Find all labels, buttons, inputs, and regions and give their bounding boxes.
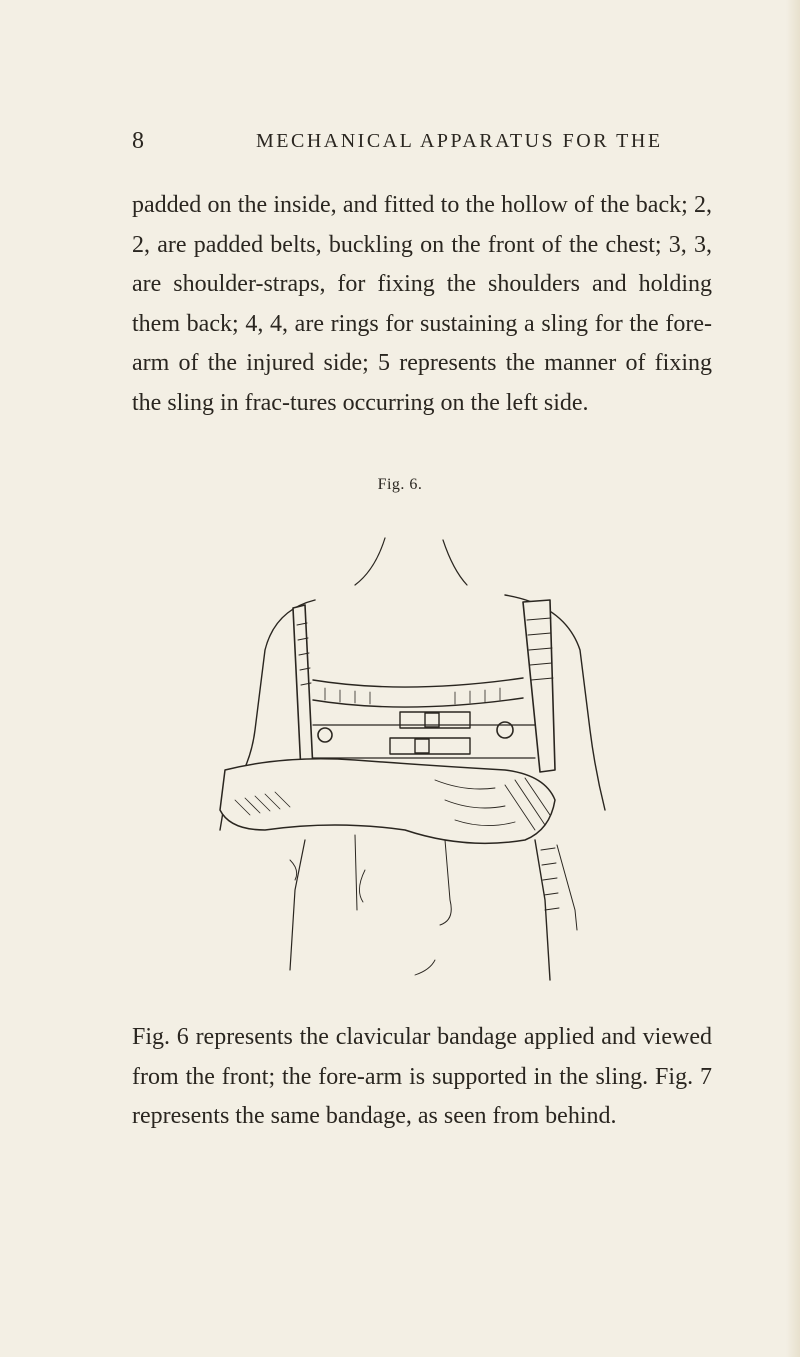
figure-caption: Fig. 6. (377, 476, 423, 493)
figure-illustration (205, 530, 625, 990)
body-paragraph-top: padded on the inside, and fitted to the hollow of the back; 2, 2, are padded belts, buckling on the front of the chest; 3, 3, are shoulder-straps, for fixing the shoulders and holding them back; 4, 4, are rings for sustaining a sling for the fore-arm of the injured side; 5 represents the manner of fixing the sling in frac-tures occurring on the left side. (132, 192, 712, 416)
page-number: 8 (132, 128, 145, 154)
clavicular-bandage-engraving-icon (205, 530, 625, 990)
running-title: MECHANICAL APPARATUS FOR THE (256, 130, 663, 152)
page-edge (786, 0, 800, 1357)
running-head (132, 128, 712, 164)
body-paragraph-bottom: Fig. 6 represents the clavicular bandage applied and viewed from the front; the fore-arm is supported in the sling. Fig. 7 represents the same bandage, as seen from behind. (132, 1024, 712, 1130)
